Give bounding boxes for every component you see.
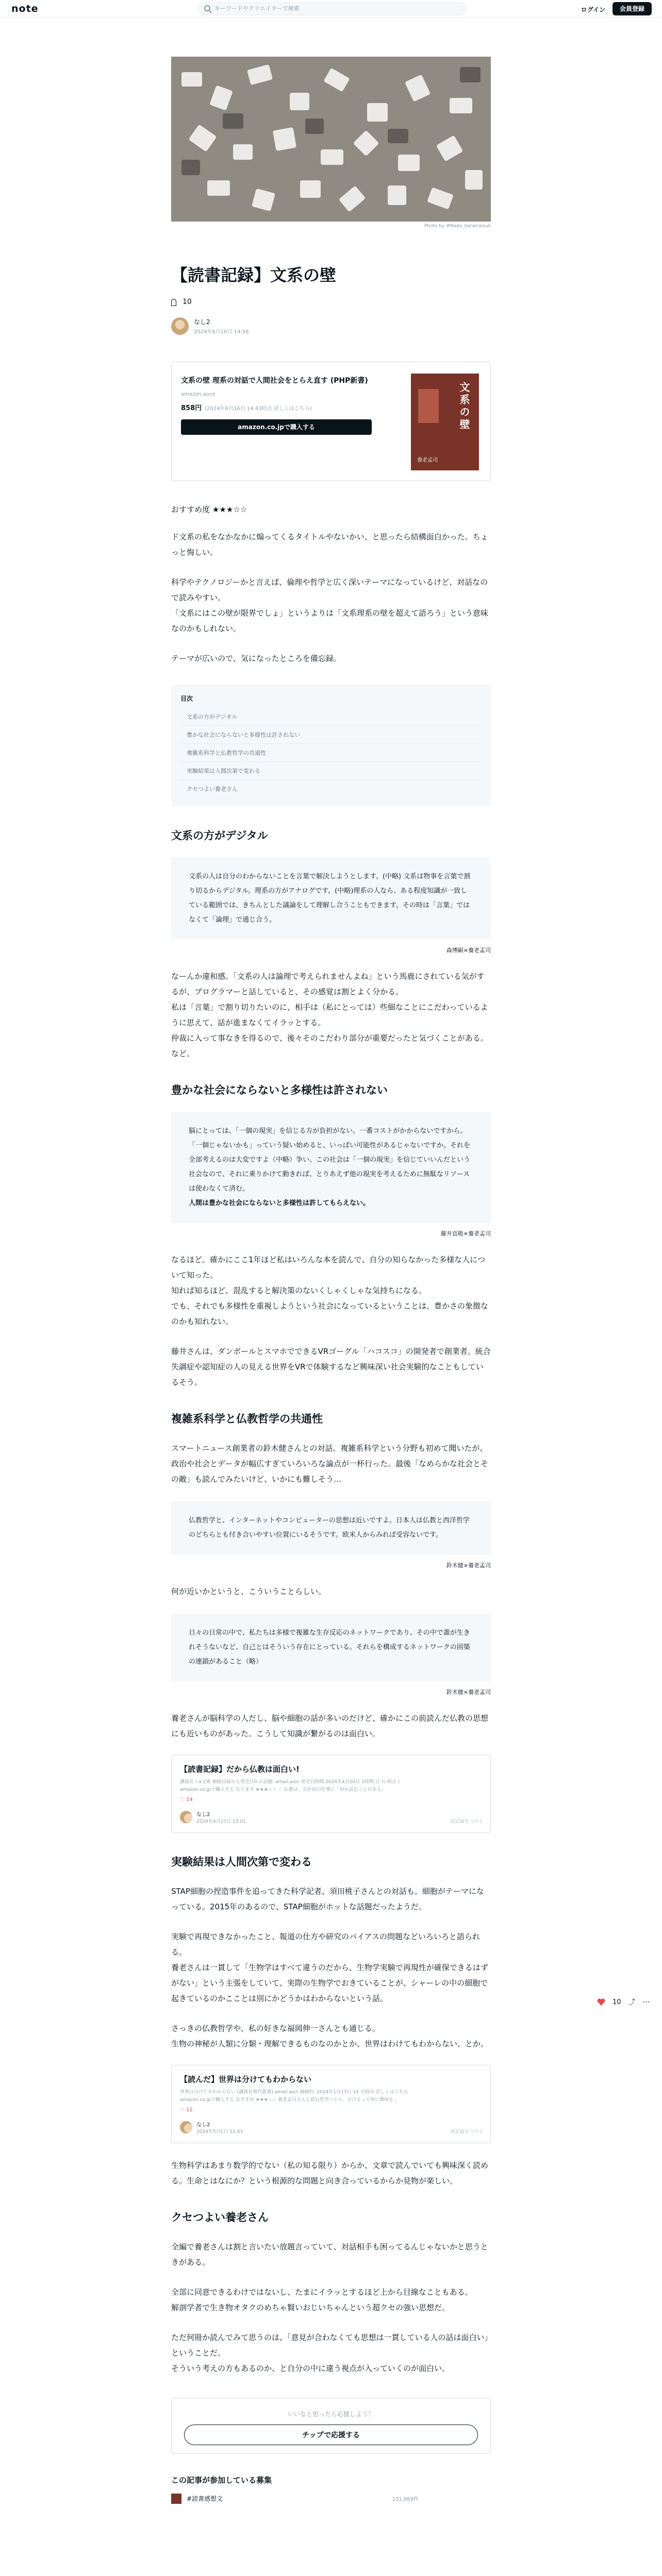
search-icon: [204, 5, 210, 11]
rating: おすすめ度 ★★★☆☆: [171, 504, 247, 514]
amazon-book-card[interactable]: [171, 362, 491, 481]
text: 科学やテクノロジーかと言えば、倫理や哲学と広く深いテーマになっているけど、対話なので読みやすい。: [171, 577, 488, 602]
text: 私は「言葉」で割り切りたいのに、相手は（私にとっては）些細なことにこだわっているように思えて、話が進まなくてイラッとする。: [171, 1002, 488, 1027]
paragraph: [171, 2330, 491, 2376]
embed-author[interactable]: [180, 2120, 482, 2134]
paragraph: [171, 1929, 491, 2006]
text: 実験で再現できなかったこと、報道の仕方や研究のバイアスの問題などいろいろと語られる。: [171, 1931, 480, 1957]
paragraph: [171, 2021, 491, 2052]
paragraph: [171, 2284, 491, 2315]
text: 全部に同意できるわけではないし、たまにイラッとするほど上から目線なこともある。: [171, 2287, 473, 2297]
amazon-buy-button[interactable]: amazon.co.jpで購入する: [181, 419, 372, 435]
float-like-count: 10: [613, 1998, 621, 2006]
text: ただ何冊か読んでみて思うのは、「意見が合わなくても思想は一貫している人の話は面白い」ということだ。: [171, 2332, 489, 2358]
embedded-note-card[interactable]: [171, 1755, 491, 1833]
blockquote: 日々の日常の中で、私たちは多様で複雑な生存反応のネットワークであり、その中で誰が生きれそうないなど、自己とはそういう存在にとっている。それらを構成するネットワークの固築の連鎖があること（略）: [171, 1614, 491, 1682]
embed-title[interactable]: 【読んだ】世界は分けてもわからない: [180, 2074, 312, 2084]
toc-header[interactable]: 目次: [180, 694, 193, 702]
author-name[interactable]: なし2: [194, 318, 210, 326]
share-icon[interactable]: ⤴: [628, 1998, 636, 2007]
section-heading: クセつよい養老さん: [171, 2211, 269, 2224]
text: 仲裁に入って事なきを得るので、後々そのこだわり部分が重要だったと気づくことがある。など。: [171, 1033, 488, 1058]
embed-author-name: なし2: [196, 1811, 210, 1818]
embed-right-label: 読記録をつける: [450, 1819, 483, 1824]
quote-citation: 鈴木健×養老孟司: [446, 1562, 491, 1569]
article-main: [171, 18, 491, 2504]
login-link[interactable]: ログイン: [581, 6, 605, 13]
blockquote: [171, 1112, 491, 1223]
puzzle-pieces-image: [171, 57, 491, 222]
embed-author[interactable]: [180, 1810, 482, 1824]
signup-button[interactable]: 会員登録: [613, 2, 652, 15]
quote-citation: 藤井直敬×養老孟司: [440, 1230, 491, 1237]
embed-likes: ♡ 12: [180, 2107, 193, 2113]
embed-likes: ♡ 14: [180, 1797, 193, 1803]
embed-description: 講談社＋α文庫 価格目録から発売日0.の話題: amail.asin 発売日時間 2024年4月20日 1時間 日 ½ 時点 / amazon.co.jpで購入する なります ★★★☆☆ ／ 仏教は、会社員の仕事に「何か活むことがある」: [180, 1779, 400, 1792]
embed-description: 世界は分けてもわからない (講談社現代新書) amail.asin 価値約. 2024年1月13日 14 小時点 詳しくはこちら amazon.co.jpで購入する おすすめ ★★★☆☆ 養老孟司さんと読む哲学バトル、分けるって何に興味を...: [180, 2089, 408, 2103]
quote-citation: 森博嗣×養老孟司: [446, 946, 491, 954]
heart-icon[interactable]: [597, 1998, 605, 2006]
section-heading: 文系の方がデジタル: [171, 829, 268, 842]
magazine-label: この記事が参加している募集: [171, 2475, 272, 2485]
article-title: 【読書記録】文系の壁: [171, 265, 337, 285]
paragraph: スマートニュース創業者の鈴木健さんとの対話。複雑系科学という分野も初めて聞いたが、政治や社会とデータが幅広すぎていろいろな論点が一杯行った。最後「なめらかな社会とその敵」も読んでみたいけど、いかにも難しそう…: [171, 1443, 489, 1484]
paragraph: [171, 574, 491, 636]
paragraph: [171, 1252, 491, 1329]
price-value: 858円: [181, 404, 202, 412]
publish-date: 2024年6月16日 14:58: [194, 329, 249, 335]
cover-author: 養老孟司: [417, 457, 438, 463]
embed-author-name: なし2: [196, 2122, 210, 2128]
tip-label: いいなと思ったら応援しよう！: [287, 2410, 374, 2418]
section-heading: 複雑系科学と仏教哲学の共通性: [171, 1412, 323, 1425]
toc-item[interactable]: 文系の方がデジタル: [180, 708, 481, 726]
heart-icon[interactable]: [171, 299, 178, 305]
author-block[interactable]: [171, 317, 491, 335]
cover-decoration: [418, 389, 439, 423]
magazine-count: 231,869件: [392, 2497, 419, 2503]
paragraph: 全編で養老さんは割と言いたい放題言っていて、対話相手も困ってるんじゃないかと思うときがある。: [171, 2242, 488, 2267]
embedded-note-card[interactable]: [171, 2065, 491, 2143]
text: 解剖学者で生き物オタクのめちゃ賢いおじいちゃんという超クセの強い思想だ。: [171, 2302, 450, 2312]
hero-image: [171, 57, 491, 222]
text: でも、それでも多様性を重視しようという社会になっているということは、豊かさの象徴なのかも知れない。: [171, 1301, 489, 1326]
paragraph: STAP細胞の捏造事件を追ってきた科学記者、須田桃子さんとの対話も。細胞がテーマになっている。2015年のあるので、STAP細胞がホットな話題だったようだ。: [171, 1886, 484, 1911]
paragraph: 藤井さんは、ダンボールとスマホでできるVRゴーグル「ハコスコ」の開発者で創業者。統合失調症や認知症の人の見える世界をVRで体験するなど興味深い社会実験的なこともしているそう。: [171, 1346, 491, 1387]
blockquote: 文系の人は自分のわからないことを言葉で解決しようとします。(中略) 文系は物事を言葉で割り切るからデジタル。理系の方がアナログです。(中略)理系の人なら、ある程度知識が一致している範囲では、きちんとした議論をして理解し合うこともできます。その時は「言葉」ではなくて「論理」で通じ合う。: [171, 857, 491, 940]
paragraph: [171, 969, 491, 1061]
header: [0, 0, 662, 18]
table-of-contents: [171, 685, 491, 807]
embed-right-label: 読記録をつける: [450, 2129, 483, 2134]
text: 人間は豊かな社会にならないと多様性は許してもらえない。: [189, 1199, 370, 1207]
magazine-item[interactable]: [171, 2494, 491, 2504]
paragraph: 何が近いかというと、こういうことらしい。: [171, 1586, 326, 1596]
avatar[interactable]: [171, 317, 189, 335]
quote-citation: 鈴木健×養老孟司: [446, 1688, 491, 1696]
blockquote: 仏教哲学と、インターネットやコンピューターの思想は近いですよ。日本人は仏教と西洋哲学のどちらとも付き合いやすい位置にいるそうです。欧米人からみれば受容ないです。: [171, 1501, 491, 1555]
toc-item[interactable]: クセつよい養老さん: [187, 785, 238, 792]
magazine-name[interactable]: #読書感想文: [187, 2495, 223, 2503]
text: 養老さんは一貫して「生物学はすべて違うのだから、生物学実験で再現性が確保できるはずがない」という主張をしていて、実際の生物学でおきていることが、シャーレの中の細胞で起きているのかこことは別にかどうかはわからないという話。: [171, 1962, 488, 2003]
text: そういう考えの方もあるのか、と自分の中に違う視点が入っていくのが面白い。: [171, 2363, 450, 2373]
tip-button[interactable]: チップで応援する: [184, 2425, 478, 2445]
book-title[interactable]: 文系の壁 理系の対話で人間社会をとらえ直す (PHP新書): [181, 376, 368, 385]
text: 「文系にはこの壁が限界でしょ」というよりは「文系理系の壁を超えて語ろう」という意味なのかもしれない。: [171, 608, 489, 633]
toc-item[interactable]: 実験結果は人間次第で変わる: [180, 762, 481, 780]
like-count: 10: [183, 297, 192, 306]
toc-item[interactable]: 複雑系科学と仏教哲学の共通性: [180, 744, 481, 762]
book-cover[interactable]: [411, 374, 479, 470]
section-heading: 豊かな社会にならないと多様性は許されない: [171, 1083, 388, 1096]
tip-box: [171, 2398, 491, 2454]
embed-title[interactable]: 【読書記録】だから仏教は面白い!: [180, 1764, 300, 1774]
note-logo[interactable]: note: [11, 3, 39, 14]
search-input[interactable]: [198, 2, 467, 15]
magazine-thumbnail: [171, 2494, 181, 2504]
text: 脳にとっては、「一個の現実」を信じる方が負担がない。一番コストがかからないですから。「一個じゃないかも」っていう疑い始めると、いっぱい可能性があるじゃないですか。それを全部考えるのは大変ですよ（中略）争い、この社会は「一個の現実」を信じていいんだという社会なので、それに乗りかけて動きれば、とりあえず他の現実を考えるために無駄なリソースは使わなくて済む。: [189, 1127, 471, 1193]
paragraph: 生物科学はあまり数学的でない（私の知る限り）からか、文章で読んでいても興味深く読める。生命とはなにか？という根源的な問題と向き合っているからか見物が楽しい。: [171, 2160, 489, 2185]
paragraph: テーマが広いので、気になったところを備忘録。: [171, 653, 341, 663]
text: さっきの仏教哲学や、私の好きな福岡伸一さんとも通じる。: [171, 2023, 380, 2033]
book-author: amazon.aoce: [181, 391, 216, 397]
section-heading: 実験結果は人間次第で変わる: [171, 1855, 312, 1868]
price-note: (2024年6月16日 14:43時点 詳しくはこちら): [205, 405, 312, 412]
embed-date: 2024年5月1日 12:43: [196, 2129, 243, 2134]
text: なーんか違和感。「文系の人は論理で考えられませんよね」という馬鹿にされている気がするが、プログラマーと話していると、その感覚は割とよく分かる。: [171, 971, 485, 996]
cover-title: 文系の壁: [458, 381, 470, 431]
text: なるほど。確かにここ1年ほど私はいろんな本を読んで、自分の知らなかった多様な人について知った。: [171, 1255, 485, 1280]
photo-credit[interactable]: Photo by #Mako_kanenaisuk: [424, 224, 491, 229]
like-bar[interactable]: [171, 298, 491, 306]
paragraph: ド文系の私をなかなかに煽ってくるタイトルやないかい、と思ったら結構面白かった。ちょっと悔しい。: [171, 532, 488, 557]
avatar: [180, 2121, 192, 2133]
toc-item[interactable]: 豊かな社会にならないと多様性は許されない: [180, 726, 481, 744]
avatar: [180, 1811, 192, 1823]
search-placeholder: キーワードやクリエイターで検索: [214, 5, 300, 12]
embed-date: 2024年4月27日 13:01: [196, 1819, 246, 1824]
floating-actions: [597, 1997, 650, 2007]
more-icon[interactable]: ⋯: [642, 1998, 650, 2006]
paragraph: 養老さんが脳科学の人だし、脳や細胞の話が多いのだけど、確かにこの前読んだ仏教の思想にも近いものがあった。こうして知識が繋がるのは面白い。: [171, 1713, 489, 1738]
text: 知れば知るほど、混乱すると解決策のないくしゃくしゃな気持ちになる。: [171, 1285, 427, 1295]
text: 生物の神秘が人類に分類・理解できるものなのかとか、世界はわけてもわからない、とか。: [171, 2039, 489, 2048]
